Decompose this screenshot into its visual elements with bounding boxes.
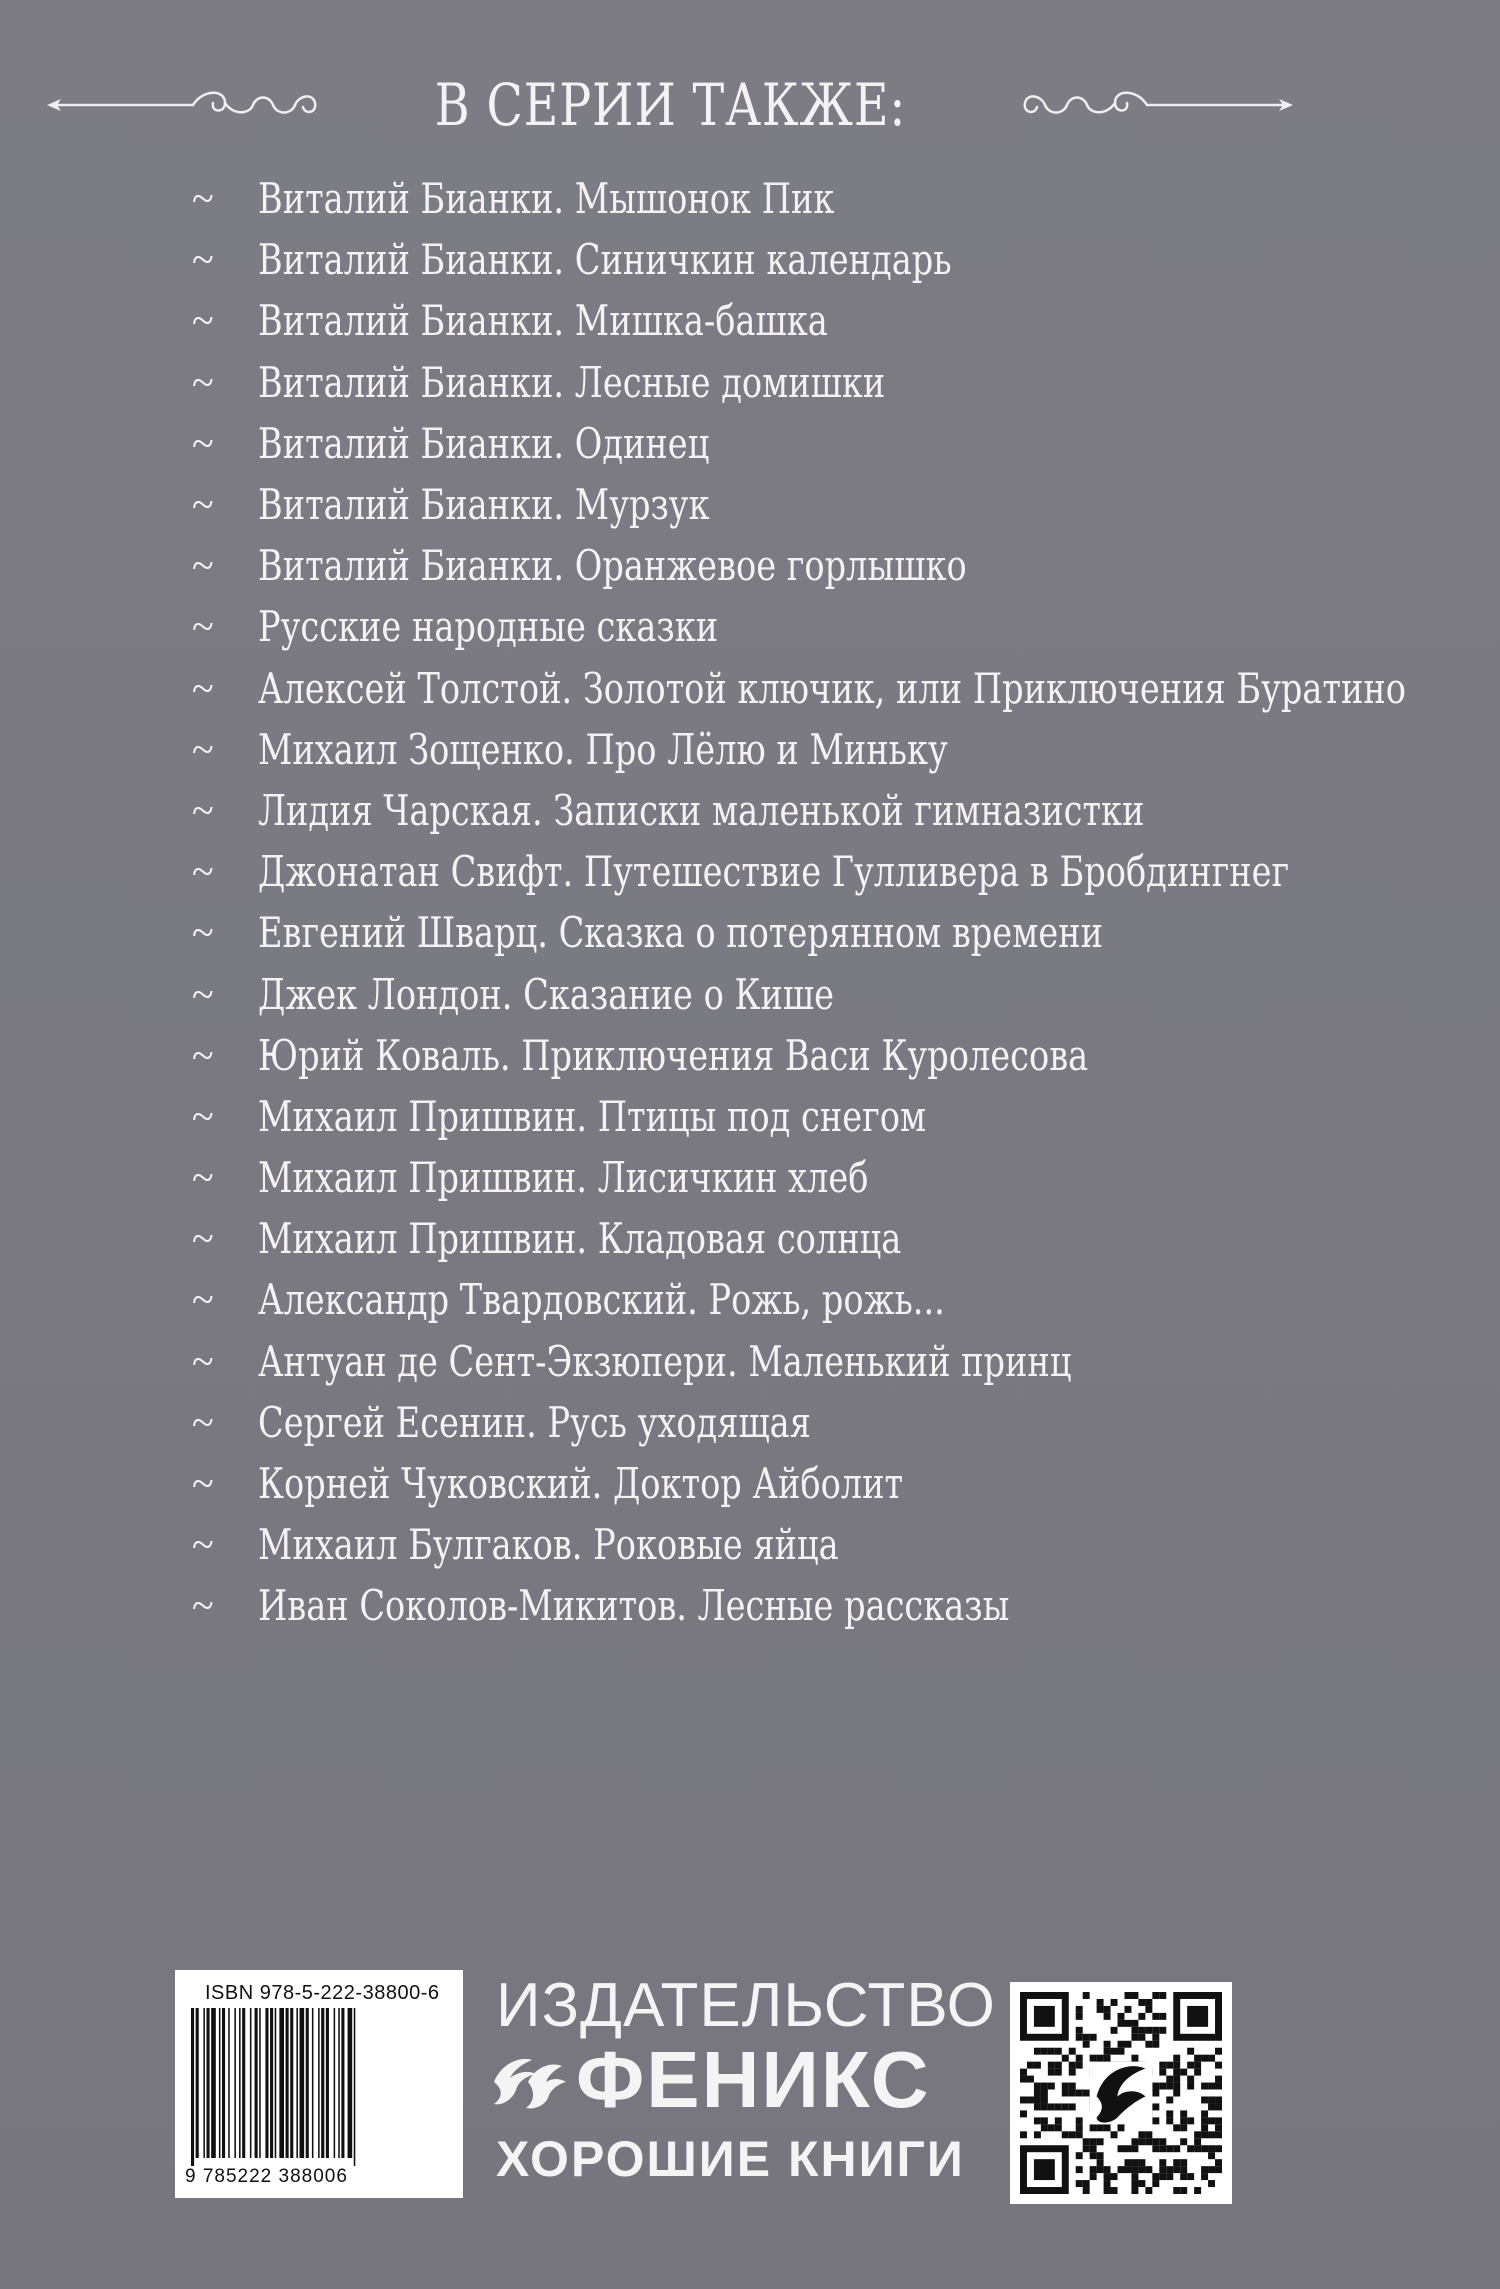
book-title: Иван Соколов-Микитов. Лесные рассказы [258,1581,1010,1631]
list-bullet: ~ [192,1583,214,1629]
list-bullet: ~ [192,971,214,1017]
book-title: Виталий Бианки. Синичкин календарь [258,235,952,285]
publisher-footer [175,1970,1235,2210]
list-item [186,1514,1386,1575]
book-title: Михаил Булгаков. Роковые яйца [258,1520,839,1570]
list-bullet: ~ [192,1093,214,1139]
book-title: Антуан де Сент-Экзюпери. Маленький принц [258,1336,1072,1386]
list-bullet: ~ [192,604,214,650]
book-title: Михаил Пришвин. Кладовая солнца [258,1214,902,1264]
barcode-digits: 9 785222 388006 [185,2166,348,2187]
book-title: Михаил Пришвин. Лисичкин хлеб [258,1153,869,1203]
list-bullet: ~ [192,787,214,833]
list-bullet: ~ [192,237,214,283]
list-item [186,780,1386,841]
list-item [186,1392,1386,1453]
list-bullet: ~ [192,420,214,466]
book-title: Александр Твардовский. Рожь, рожь... [258,1275,945,1325]
list-bullet: ~ [192,1032,214,1078]
list-item [186,413,1386,474]
barcode-icon [185,2008,453,2166]
book-title: Лидия Чарская. Записки маленькой гимназистки [258,785,1145,835]
book-title: Михаил Зощенко. Про Лёлю и Миньку [258,724,948,774]
left-ornament-icon [43,85,343,125]
list-bullet: ~ [192,849,214,895]
book-title: Сергей Есенин. Русь уходящая [258,1397,811,1447]
list-bullet: ~ [192,1522,214,1568]
list-bullet: ~ [192,1277,214,1323]
list-bullet: ~ [192,665,214,711]
list-item [186,168,1386,229]
book-title: Виталий Бианки. Мишка-башка [258,296,828,346]
book-title: Виталий Бианки. Мышонок Пик [258,174,835,224]
list-item [186,290,1386,351]
list-bullet: ~ [192,359,214,405]
book-title: Алексей Толстой. Золотой ключик, или Приключения Буратино [258,663,1407,713]
list-item [186,1025,1386,1086]
book-title: Корней Чуковский. Доктор Айболит [258,1459,904,1509]
book-title: Виталий Бианки. Лесные домишки [258,357,886,407]
book-title: Русские народные сказки [258,602,719,652]
list-bullet: ~ [192,1461,214,1507]
series-title: В СЕРИИ ТАКЖЕ: [434,71,906,139]
list-item [186,1331,1386,1392]
list-item [186,1453,1386,1514]
list-bullet: ~ [192,482,214,528]
right-ornament-icon [997,85,1297,125]
qr-code [1010,1982,1232,2204]
list-item [186,902,1386,963]
list-bullet: ~ [192,298,214,344]
list-item [186,474,1386,535]
list-bullet: ~ [192,1399,214,1445]
book-title: Джек Лондон. Сказание о Кише [258,969,835,1019]
list-bullet: ~ [192,543,214,589]
list-item [186,719,1386,780]
qr-code-icon [1020,1992,1222,2194]
list-bullet: ~ [192,910,214,956]
publisher-slogan: ХОРОШИЕ КНИГИ [496,2131,965,2187]
series-book-list [186,168,1407,1637]
list-item [186,596,1386,657]
publisher-brand [488,1970,996,2198]
publisher-name: ФЕНИКС [576,2035,931,2124]
list-bullet: ~ [192,1155,214,1201]
list-item [186,1208,1386,1269]
list-bullet: ~ [192,1338,214,1384]
list-item [186,658,1407,719]
book-title: Виталий Бианки. Одинец [258,418,710,468]
book-title: Виталий Бианки. Мурзук [258,480,710,530]
list-bullet: ~ [192,176,214,222]
isbn-barcode [175,1970,463,2198]
book-title: Михаил Пришвин. Птицы под снегом [258,1091,927,1141]
isbn-label: ISBN 978-5-222-38800-6 [205,1982,440,2004]
list-bullet: ~ [192,1216,214,1262]
list-item [186,1575,1386,1636]
list-item [186,1269,1386,1330]
book-title: Джонатан Свифт. Путешествие Гулливера в Бробдингнег [258,847,1290,897]
list-item [186,841,1386,902]
list-item [186,229,1386,290]
list-item [186,1147,1386,1208]
list-item [186,535,1386,596]
book-title: Виталий Бианки. Оранжевое горлышко [258,541,967,591]
list-item [186,1086,1386,1147]
book-title: Евгений Шварц. Сказка о потерянном времени [258,908,1104,958]
list-item [186,963,1386,1024]
series-header [190,60,1150,150]
phoenix-logo-icon [488,2052,568,2112]
list-item [186,352,1386,413]
book-title: Юрий Коваль. Приключения Васи Куролесова [258,1030,1089,1080]
list-bullet: ~ [192,726,214,772]
publisher-line1: ИЗДАТЕЛЬСТВО [496,1971,996,2040]
